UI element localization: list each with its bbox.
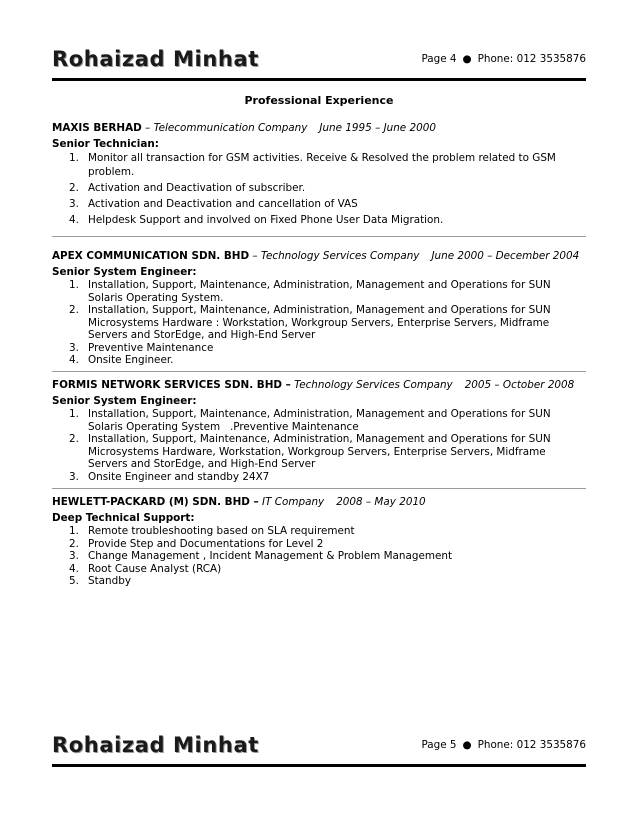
list-item: 2. Installation, Support, Maintenance, Administration, Management and Operations for SUN Microsystems Hardware : Workstation, Workgroup Servers, Enterprise Servers, Midframe Servers and StorEdge, and High-End Server <box>69 304 551 341</box>
section-title: Professional Experience <box>244 94 394 107</box>
company-type: Telecommunication Company <box>153 122 308 134</box>
list-item: 2. Provide Step and Documentations for Level 2 <box>69 537 324 550</box>
job-entry <box>52 121 586 229</box>
job-dates: June 2000 – December 2004 <box>431 250 580 262</box>
page-number: Page 4 <box>421 53 457 65</box>
job-dates: 2005 – October 2008 <box>464 379 575 391</box>
company-type: Technology Services Company <box>294 379 453 391</box>
job-heading <box>52 378 586 392</box>
header-rule <box>52 78 586 81</box>
separator: – <box>249 250 261 262</box>
job-heading <box>52 249 586 263</box>
header-meta <box>421 739 586 751</box>
list-item: 2. Installation, Support, Maintenance, Administration, Management and Operations for SUN Microsystems Hardware, Workstation, Workgroup Servers, Enterprise Servers, Midframe Servers and StorEdge, and High-End Server <box>69 433 551 470</box>
job-entry <box>52 249 586 367</box>
phone-number: Phone: 012 3535876 <box>477 739 586 751</box>
list-item: 3. Onsite Engineer and standby 24X7 <box>69 470 270 483</box>
job-role: Deep Technical Support: <box>52 512 195 524</box>
author-name: Rohaizad Minhat <box>52 733 259 757</box>
duty-list <box>52 279 586 367</box>
company-name: MAXIS BERHAD <box>52 122 142 134</box>
job-dates: June 1995 – June 2000 <box>319 122 436 134</box>
list-item: 1. Remote troubleshooting based on SLA requirement <box>69 525 355 537</box>
list-item: 1. Installation, Support, Maintenance, Administration, Management and Operations for SUN Solaris Operating System .Preventive Maintenance <box>69 408 554 433</box>
page-header <box>52 733 586 763</box>
company-name: HEWLETT-PACKARD (M) SDN. BHD – <box>52 496 259 508</box>
job-role: Senior Technician: <box>52 138 159 150</box>
list-item: 3. Preventive Maintenance <box>69 341 214 354</box>
page-header <box>52 47 586 77</box>
header-rule <box>52 764 586 767</box>
job-role: Senior System Engineer: <box>52 395 197 407</box>
author-name: Rohaizad Minhat <box>52 47 259 71</box>
list-item: 3. Change Management , Incident Management & Problem Management <box>69 550 453 562</box>
job-role: Senior System Engineer: <box>52 266 197 278</box>
company-name: APEX COMMUNICATION SDN. BHD <box>52 250 250 262</box>
company-name: FORMIS NETWORK SERVICES SDN. BHD – <box>52 379 291 391</box>
header-meta <box>421 53 586 65</box>
list-item: 4. Helpdesk Support and involved on Fixed Phone User Data Migration. <box>69 214 444 226</box>
job-entry <box>52 495 586 588</box>
list-item: 5. Standby <box>69 575 131 587</box>
job-heading <box>52 121 586 135</box>
list-item: 4. Onsite Engineer. <box>69 354 174 366</box>
bullet-icon: ● <box>462 739 472 751</box>
list-item: 2. Activation and Deactivation of subscriber. <box>69 182 306 194</box>
page-number: Page 5 <box>421 739 457 751</box>
duty-list <box>52 525 586 588</box>
list-item: 1. Monitor all transaction for GSM activities. Receive & Resolved the problem related to GSM problem. <box>69 152 556 178</box>
job-entry <box>52 378 586 483</box>
separator: – <box>141 122 154 134</box>
phone-number: Phone: 012 3535876 <box>477 53 586 65</box>
section-divider <box>52 236 586 237</box>
list-item: 4. Root Cause Analyst (RCA) <box>69 562 222 575</box>
list-item: 1. Installation, Support, Maintenance, Administration, Management and Operations for SUN Solaris Operating System. <box>69 279 551 304</box>
list-item: 3. Activation and Deactivation and cancellation of VAS <box>69 198 358 210</box>
duty-list <box>52 408 586 483</box>
job-dates: 2008 – May 2010 <box>336 496 426 508</box>
company-type: Technology Services Company <box>260 250 420 262</box>
job-heading <box>52 495 586 509</box>
section-divider <box>52 371 586 372</box>
company-type: IT Company <box>262 496 325 508</box>
section-divider <box>52 488 586 489</box>
duty-list <box>52 151 586 227</box>
bullet-icon: ● <box>462 53 472 65</box>
